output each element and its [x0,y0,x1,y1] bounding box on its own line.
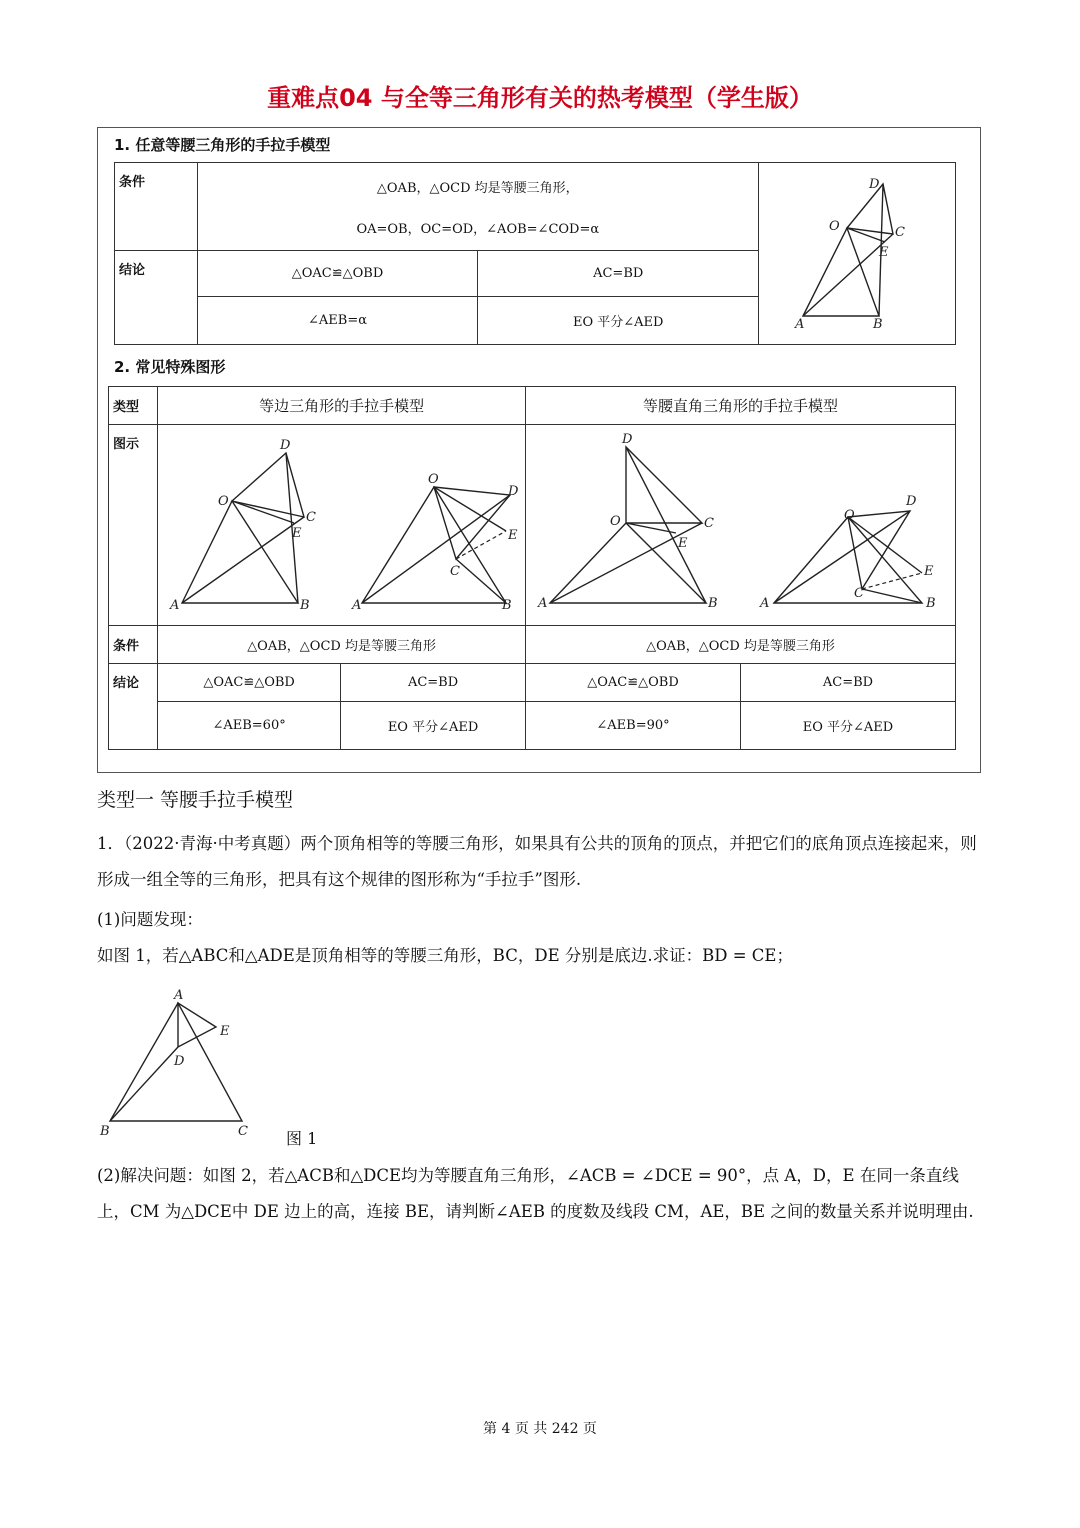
rt1-label-b: B [708,596,718,611]
model-table-1 [114,162,956,345]
type-right-isosceles: 等腰直角三角形的手拉手模型 [526,387,956,425]
section2-heading: 2. 常见特殊图形 [114,358,226,376]
page-title: 重难点04 与全等三角形有关的热考模型（学生版） [267,84,813,112]
figure-cell-equilateral [158,425,526,626]
page-footer: 第 4 页 共 242 页 [483,1421,597,1437]
eq2-label-e: E [508,528,518,543]
label-d: D [868,176,880,192]
general-model-figure [759,164,955,344]
figure-1-caption: 图 1 [286,1129,318,1148]
eq-fig2-triangle-oab [362,487,506,603]
rt1-label-c: C [704,516,714,531]
model-table-2 [108,386,956,750]
condition-line-2: OA=OB，OC=OD，∠AOB=∠COD=α [356,221,600,237]
fig1-label-e: E [220,1024,230,1039]
fig1-label-a: A [174,988,184,1003]
eq-conclusion-congruent: △OAC≌△OBD [158,664,341,702]
type-equilateral: 等边三角形的手拉手模型 [158,387,526,425]
label-a: A [794,316,805,332]
rt2-label-e: E [924,564,934,579]
eq2-label-a: A [352,598,362,613]
right-isosceles-figures [526,425,954,625]
figure-cell-right-isosceles [526,425,956,626]
conclusion-angle: ∠AEB=α [197,297,478,345]
rt2-label-o: O [844,508,855,523]
condition-label-2: 条件 [109,626,158,664]
eq2-label-c: C [450,564,461,579]
conclusion-label: 结论 [115,251,198,345]
label-o: O [828,218,840,234]
condition-equilateral: △OAB，△OCD 均是等腰三角形 [158,626,526,664]
rt2-label-b: B [926,596,936,611]
triangle-oab [803,228,879,316]
problem-intro: 1．（2022·青海·中考真题）两个顶角相等的等腰三角形，如果具有公共的顶角的顶点，并把它们的底角顶点连接起来，则形成一组全等的三角形，把具有这个规律的图形称为“手拉手”图形. [97,834,977,889]
fig1-label-b: B [100,1124,110,1139]
label-b: B [872,316,883,332]
rt-fig1-triangle-ocd [626,447,702,523]
conclusion-ac-bd: AC=BD [478,251,759,297]
summary-frame [97,127,981,773]
eq-conclusion-bisector: EO 平分∠AED [341,702,526,750]
rt2-label-a: A [760,596,770,611]
eq2-label-b: B [502,598,512,613]
rt1-label-a: A [538,596,548,611]
figure-label: 图示 [109,425,158,626]
eq1-label-d: D [280,438,291,453]
rt1-label-o: O [610,514,621,529]
eq1-label-b: B [300,598,310,613]
rt-conclusion-angle: ∠AEB=90° [526,702,741,750]
eq2-label-o: O [428,472,439,487]
condition-line-1: △OAB，△OCD 均是等腰三角形， [376,180,579,196]
eq1-label-a: A [170,598,180,613]
eq1-label-o: O [218,494,229,509]
condition-right-isosceles: △OAB，△OCD 均是等腰三角形 [526,626,956,664]
figure-cell-general [758,163,955,345]
fig1-label-d: D [174,1054,185,1069]
eq1-label-c: C [306,510,317,525]
eq2-label-d: D [508,484,519,499]
rt-fig2-triangle-oab [774,517,922,603]
rt-conclusion-ac-bd: AC=BD [741,664,956,702]
figure-1 [98,985,268,1140]
eq-fig1-triangle-oab [182,501,298,603]
label-e: E [878,244,889,260]
label-c: C [894,224,905,240]
conclusion-label-2: 结论 [109,664,158,750]
part2-text: (2)解决问题：如图 2，若△ACB和△DCE均为等腰直角三角形，∠ACB = ∠DCE = 90°，点 A，D，E 在同一条直线上，CM 为△DCE中 DE 边上的高，连接 BE，请判断∠AEB 的度数及线段 CM，AE，BE 之间的数量关系并说明理由. [97,1166,974,1221]
conclusion-bisector: EO 平分∠AED [478,297,759,345]
triangle-ade [178,1003,216,1047]
rt-conclusion-bisector: EO 平分∠AED [741,702,956,750]
part1-label: (1)问题发现： [97,910,203,929]
condition-label: 条件 [115,163,198,251]
conclusion-congruent: △OAC≌△OBD [197,251,478,297]
equilateral-figures [158,425,524,625]
eq-conclusion-angle: ∠AEB=60° [158,702,341,750]
section-title: 类型一 等腰手拉手模型 [97,789,294,811]
rt1-label-d: D [622,432,633,447]
section1-heading: 1. 任意等腰三角形的手拉手模型 [114,136,331,154]
rt-conclusion-congruent: △OAC≌△OBD [526,664,741,702]
condition-cell [197,163,758,251]
rt2-label-c: C [854,586,864,601]
fig1-label-c: C [238,1124,248,1139]
eq1-label-e: E [292,526,302,541]
rt1-label-e: E [678,536,688,551]
type-label: 类型 [109,387,158,425]
eq-fig1-triangle-ocd [232,453,304,517]
eq-conclusion-ac-bd: AC=BD [341,664,526,702]
part1-text: 如图 1，若△ABC和△ADE是顶角相等的等腰三角形，BC，DE 分别是底边.求证：BD = CE； [97,946,793,965]
rt2-label-d: D [906,494,917,509]
